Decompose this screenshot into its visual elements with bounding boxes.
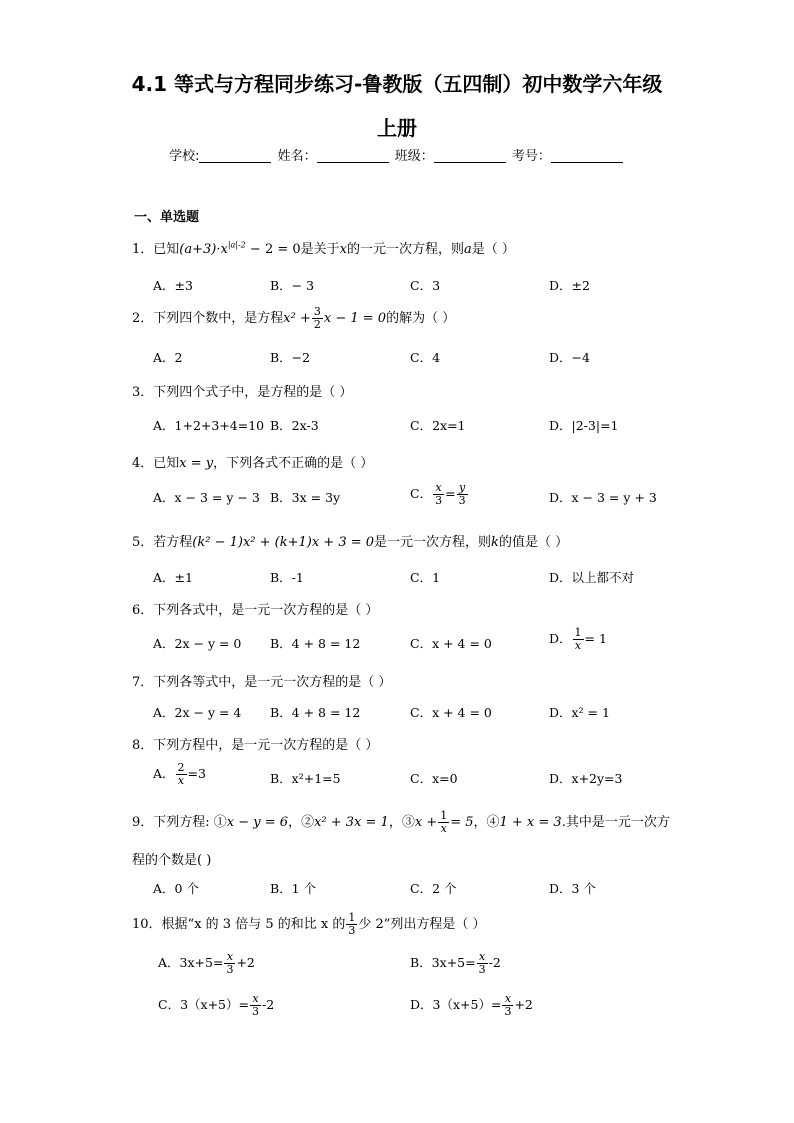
school-field[interactable] (199, 148, 271, 163)
q-var: a (464, 242, 472, 257)
option-d[interactable]: D．x² = 1 (549, 705, 610, 720)
option-c[interactable]: C．1 (410, 570, 441, 585)
question-10 (132, 912, 486, 937)
equals-sign: = (445, 486, 456, 501)
q-expr: = 5 (450, 815, 474, 830)
frac-den: 3 (478, 963, 486, 976)
option-b[interactable]: B．1 个 (270, 881, 317, 896)
school-label: 学校: (169, 149, 200, 164)
option-b[interactable]: B．4 + 8 = 12 (270, 705, 361, 720)
option-rest: +2 (514, 997, 533, 1012)
option-c[interactable]: C．2x=1 (410, 418, 466, 433)
fraction (573, 627, 584, 652)
q-text: 下列方程中，是一元一次方程的是（ ） (153, 738, 379, 753)
q-text: 已知 (153, 242, 180, 257)
page-title-line2: 上册 (377, 116, 417, 140)
option-rest: =3 (187, 766, 206, 781)
number-field[interactable] (551, 148, 623, 163)
q-text: ，下列各式不正确的是（ ） (213, 456, 374, 471)
frac-num: 2 (177, 761, 185, 774)
question-6 (132, 599, 378, 618)
option-rest: = 1 (584, 631, 607, 646)
option-c[interactable]: C．x=0 (410, 771, 458, 786)
frac-den: 3 (348, 924, 356, 937)
option-c[interactable] (410, 482, 469, 507)
option-a[interactable]: A．±1 (153, 570, 193, 585)
option-c[interactable]: C．x + 4 = 0 (410, 705, 492, 720)
option-d[interactable] (410, 993, 533, 1018)
q-expr: (a+3)·x (179, 242, 228, 257)
option-rest: -2 (488, 955, 501, 970)
fraction (457, 482, 468, 507)
option-a[interactable]: A．2 (153, 350, 183, 365)
q-text: − 2 = 0是关于 (245, 242, 340, 257)
q-text: 下列四个数中，是方程 (153, 311, 284, 326)
option-d[interactable]: D．x+2y=3 (549, 771, 623, 786)
q-number: 6． (132, 603, 154, 618)
option-d[interactable]: D．x − 3 = y + 3 (549, 490, 657, 505)
option-b[interactable]: B．− 3 (270, 278, 315, 293)
q-expr: x − y = 6 (226, 815, 289, 830)
frac-num: x (502, 993, 513, 1006)
fraction (346, 912, 357, 937)
option-d[interactable] (549, 627, 607, 652)
option-b[interactable]: B．3x = 3y (270, 490, 341, 505)
q-expr: x² + (283, 311, 311, 326)
q-expr: x = y (179, 456, 214, 471)
frac-num: x (477, 951, 488, 964)
option-c[interactable]: C．x + 4 = 0 (410, 636, 492, 651)
fraction (312, 306, 323, 331)
option-a[interactable]: A．±3 (153, 278, 193, 293)
frac-den: 3 (226, 963, 234, 976)
q-text: ，④ (473, 815, 500, 830)
option-label: C．3（x+5）= (158, 997, 249, 1012)
frac-num: 1 (574, 626, 582, 639)
fraction (250, 993, 261, 1018)
q-expr: x + (414, 815, 438, 830)
q-number: 10． (132, 917, 162, 932)
q-expr: x − 1 = 0 (323, 311, 387, 326)
frac-num: x (433, 482, 444, 495)
question-7 (132, 671, 391, 690)
option-a[interactable]: A．x − 3 = y − 3 (153, 490, 260, 505)
q-number: 5． (132, 535, 154, 550)
q-number: 8． (132, 738, 154, 753)
option-d[interactable]: D．以上都不对 (549, 570, 635, 585)
q-text: 少 2”列出方程是（ ） (358, 917, 486, 932)
q-text: 程的个数是( ) (132, 853, 212, 868)
q-number: 7． (132, 675, 154, 690)
frac-num: 1 (440, 809, 448, 822)
q-number: 4． (132, 456, 154, 471)
option-b[interactable]: B．−2 (270, 350, 311, 365)
option-label: D．3（x+5）= (410, 997, 502, 1012)
option-label: B．3x+5= (410, 955, 476, 970)
frac-num: 3 (313, 305, 321, 318)
q-text: 是（ ） (471, 242, 515, 257)
q-var: k (491, 535, 499, 550)
q-text: 的一元一次方程，则 (346, 242, 464, 257)
question-1 (132, 238, 515, 257)
q-var: x (339, 242, 347, 257)
fraction (433, 482, 444, 507)
frac-den: 3 (251, 1005, 259, 1018)
question-2 (132, 306, 455, 331)
frac-den: 3 (435, 494, 443, 507)
class-field[interactable] (434, 148, 506, 163)
option-rest: -2 (261, 997, 275, 1012)
q-number: 3． (132, 385, 154, 400)
fraction (502, 993, 513, 1018)
q-expr: x² + 3x = 1 (314, 815, 389, 830)
q-text: ，② (288, 815, 315, 830)
option-a[interactable]: A．1+2+3+4=10 (153, 418, 265, 433)
question-4 (132, 452, 373, 471)
option-d[interactable]: D．3 个 (549, 881, 596, 896)
q-text: 下列四个式子中，是方程的是（ ） (153, 385, 353, 400)
option-a[interactable]: A．0 个 (153, 881, 199, 896)
q-sup: |a|-2 (227, 240, 246, 250)
q-text: 若方程 (153, 535, 193, 550)
option-rest: +2 (236, 955, 255, 970)
class-label: 班级： (394, 149, 434, 164)
q-number: 9． (132, 815, 154, 830)
option-a[interactable] (158, 951, 255, 976)
q-text: 根据“x 的 3 倍与 5 的和比 x 的 (161, 917, 346, 932)
q-number: 1． (132, 242, 154, 257)
frac-den: 2 (313, 318, 321, 331)
fraction (477, 951, 488, 976)
option-c[interactable]: C．4 (410, 350, 441, 365)
question-5 (132, 531, 568, 550)
q-text: ，③ (388, 815, 415, 830)
option-label: C． (410, 486, 433, 501)
option-d[interactable]: D．−4 (549, 350, 590, 365)
option-d[interactable]: D．±2 (549, 278, 590, 293)
question-8 (132, 734, 378, 753)
frac-num: x (224, 951, 235, 964)
page-title: 4.1 等式与方程同步练习-鲁教版（五四制）初中数学六年级 (131, 72, 663, 96)
frac-den: 3 (458, 494, 466, 507)
frac-den: x (440, 822, 447, 835)
q-expr: (k² − 1)x² + (k+1)x + 3 = 0 (192, 535, 375, 550)
q-text: 下列方程: ① (153, 815, 227, 830)
q-expr: 1 + x = 3 (499, 815, 562, 830)
option-a[interactable]: A．2x − y = 4 (153, 705, 242, 720)
frac-den: 3 (504, 1005, 512, 1018)
student-info-row (0, 145, 794, 164)
section-heading: 一、单选题 (134, 210, 200, 225)
option-a[interactable]: A．2x − y = 0 (153, 636, 242, 651)
frac-den: x (177, 774, 185, 787)
option-a[interactable] (153, 762, 206, 787)
option-label: D． (549, 631, 572, 646)
number-label: 考号： (511, 149, 551, 164)
option-c[interactable]: C．2 个 (410, 881, 457, 896)
name-label: 姓名： (277, 149, 317, 164)
option-d[interactable]: D．|2-3|=1 (549, 418, 619, 433)
frac-num: x (250, 993, 261, 1006)
q-text: 已知 (153, 456, 180, 471)
option-c[interactable]: C．3 (410, 278, 441, 293)
q-text: 是一元一次方程，则 (374, 535, 492, 550)
option-b[interactable] (410, 951, 501, 976)
option-c[interactable] (158, 993, 274, 1018)
frac-num: 1 (348, 911, 356, 924)
frac-den: x (574, 639, 582, 652)
option-b[interactable]: B．x²+1=5 (270, 771, 341, 786)
q-number: 2． (132, 311, 154, 326)
fraction (438, 810, 449, 835)
q-text: .其中是一元一次方 (561, 815, 670, 830)
option-b[interactable]: B．2x-3 (270, 418, 319, 433)
question-9-continued (132, 849, 211, 868)
name-field[interactable] (317, 148, 389, 163)
option-b[interactable]: B．-1 (270, 570, 304, 585)
question-9 (132, 810, 670, 835)
option-label: A． (153, 766, 175, 781)
option-b[interactable]: B．4 + 8 = 12 (270, 636, 361, 651)
option-label: A．3x+5= (158, 955, 224, 970)
question-3 (132, 381, 352, 400)
fraction (224, 951, 235, 976)
q-text: 的值是（ ） (498, 535, 569, 550)
fraction (176, 762, 187, 787)
frac-num: y (457, 482, 468, 495)
q-text: 的解为（ ） (386, 311, 456, 326)
q-text: 下列各式中，是一元一次方程的是（ ） (153, 603, 379, 618)
q-text: 下列各等式中，是一元一次方程的是（ ） (153, 675, 392, 690)
